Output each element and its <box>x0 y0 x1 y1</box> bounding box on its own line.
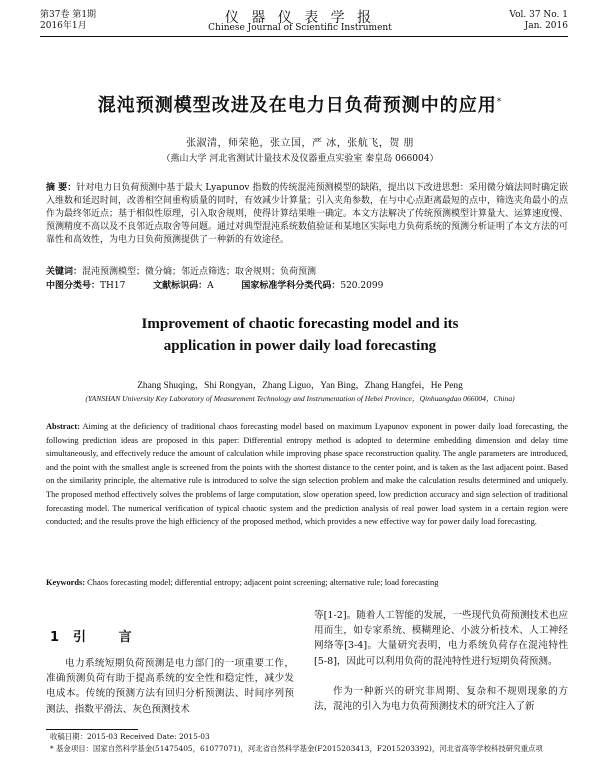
paper-title-en-line2: application in power daily load forecasting <box>163 338 437 354</box>
abstract-en: Abstract: Aiming at the deficiency of traditional chaos forecasting model based on maximum Lyapunov exponent in power daily load forecasting, the following prediction ideas are proposed in this paper: Differential entropy method is adopted to determine embedding dimension and delay time simultaneously, and effectively reduce the amount of calculation while improving phase space reconstruction quality. The angle parameters are introduced, and the point with the smallest angle is screened from the points with the shortest distance to the center point, and is taken as the last adjacent point. Based on the similarity principle, the alternative rule is introduced to solve the sign selection problem and make the calculation results determined and uniquely. The proposed method effectively solves the problems of large computation, slow operation speed, low prediction accuracy and sign selection of traditional forecasting model. The numerical verification of typical chaotic system and the prediction analysis of real power load system in a certain region were conducted; and the results prove the high efficiency of the proposed method, which provides a new effective way for power daily load forecasting. <box>46 422 568 527</box>
body-right-paragraph-1: 等[1-2]。随着人工智能的发展，一些现代负荷预测技术也应用而生，如专家系统、模糊理论、小波分析技术、人工神经网络等[3-4]。大量研究表明，电力系统负荷存在混沌特性[5-8]，因此可以利用负荷的混沌特性进行短期负荷预测。 <box>314 610 568 667</box>
header-date-en: Jan. 2016 <box>524 21 568 31</box>
journal-title-cn: 仪 器 仪 表 学 报 <box>224 10 376 26</box>
header-rule <box>40 36 568 37</box>
header-volume: 第37卷 第1期 <box>40 10 97 20</box>
authors-en: Zhang Shuqing，Shi Rongyan，Zhang Liguo，Yan Bing，Zhang Hangfei，He Peng <box>137 381 463 391</box>
header-date: 2016年1月 <box>40 21 87 31</box>
keywords-cn: 关键词：混沌预测模型；微分熵；邻近点筛选；取舍规则；负荷预测 <box>46 267 317 277</box>
body-right-paragraph-2: 作为一种新兴的研究非周期、复杂和不规则现象的方法，混沌的引入为电力负荷预测技术的研究注入了新 <box>314 686 568 713</box>
keywords-en: Keywords: Chaos forecasting model; differential entropy; adjacent point screening; alternative rule; load forecasting <box>46 578 439 587</box>
paper-title-cn: 混沌预测模型改进及在电力日负荷预测中的应用* <box>97 95 503 116</box>
footnote-fund: * 基金项目：国家自然科学基金(51475405，61077071)，河北省自然科学基金(F2015203413，F2015203392)，河北省高等学校科技研究重点项 <box>50 744 543 753</box>
classification-codes: 中图分类号：TH17 文献标识码：A 国家标准学科分类代码：520.2099 <box>46 281 384 291</box>
affiliation-cn: （燕山大学 河北省测试计量技术及仪器重点实验室 秦皇岛 066004） <box>161 154 439 164</box>
abstract-cn: 摘 要：针对电力日负荷预测中基于最大 Lyapunov 指数的传统混沌预测模型的缺陷，提出以下改进思想：采用微分熵法同时确定嵌入维数和延迟时间，改善相空间重构质量的同时，有效减少计算量；引入夹角参数，在与中心点距离最短的点中，筛选夹角最小的点作为最终邻近点；基于相似性原理，引入取舍规则，使得计算结果唯一确定。本文方法解决了传统预测模型计算量大、运算速度慢、预测精度不高以及不良邻近点取舍等问题。通过对典型混沌系统数值验证和某地区实际电力负荷系统的预测分析证明了本文方法的可靠性和高效性，为电力日负荷预测提供了一种新的有效途径。 <box>46 183 569 245</box>
authors-cn: 张淑清，师荣艳，张立国，严 冰，张航飞，贺 朋 <box>186 138 414 149</box>
paper-title-en-line1: Improvement of chaotic forecasting model and its <box>141 316 459 332</box>
section-heading-introduction: 1引 言 <box>50 630 146 645</box>
body-left-column: 电力系统短期负荷预测是电力部门的一项重要工作，准确预测负荷有助于提高系统的安全性和稳定性，减少发电成本。传统的预测方法有回归分析预测法、时间序列预测法、指数平滑法、灰色预测技术 <box>46 658 294 715</box>
journal-title-en: Chinese Journal of Scientific Instrument <box>208 23 392 33</box>
header-volume-en: Vol. 37 No. 1 <box>509 10 568 20</box>
affiliation-en: (YANSHAN University Key Laboratory of Measurement Technology and Instrumentation of Hebei Province，Qinhuangdao 066004，China) <box>85 394 515 403</box>
footnote-received: 收稿日期：2015-03 Received Date: 2015-03 <box>50 732 210 741</box>
footnote-rule <box>46 729 138 730</box>
